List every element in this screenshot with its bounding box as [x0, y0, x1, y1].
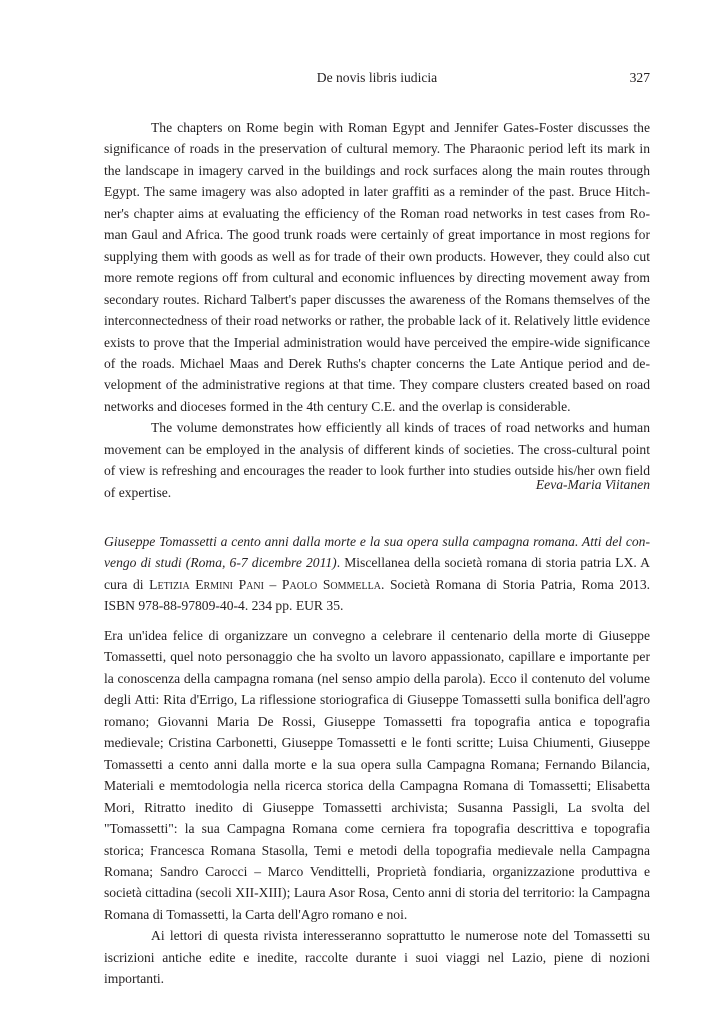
editor-name: Letizia Ermini Pani — [149, 576, 264, 592]
review-tomassetti — [104, 625, 650, 990]
reviewer-signature: Eeva-Maria Viitanen — [535, 477, 650, 492]
editor-separator: – — [263, 576, 282, 592]
running-title: De novis libris iudicia — [316, 70, 438, 85]
citation-text — [104, 531, 650, 617]
publication-info: . Società Romana di Storia Patria, Roma 2013. ISBN 978-88-97809-40-4. 234 pp. EUR 35. — [104, 576, 651, 614]
book-citation — [104, 531, 650, 617]
editor-name: Paolo Sommella — [281, 576, 381, 592]
page-number: 327 — [629, 70, 650, 85]
review1-paragraph-1: The chapters on Rome begin with Roman Egypt and Jennifer Gates-Foster discusses the significance of roads in the preservation of cultural memory. The Pharaonic period left its mark in the landscape in imagery carved in the buildings and rock surfaces along the main routes through Egypt. The same imagery was also adopted in later graffiti as a reminder of the past. Bruce Hitchner's chapter aims at evaluating the efficiency of the Roman road networks in test cases from Roman Gaul and Africa. The good trunk roads were certainly of great importance in most regions for supplying them with goods as well as for trade of their own products. However, they could also cut more remote regions off from cultural and economic influences by directing movement away from secondary routes. Richard Talbert's paper discusses the awareness of the Romans themselves of the interconnectedness of their road networks or rather, the probable lack of it. Relatively little evidence exists to prove that the Imperial administration would have perceived the empire-wide significance of the roads. Michael Maas and Derek Ruths's chapter concerns the Late Antique period and development of the administrative regions at that time. They compare clusters created based on road networks and dioceses formed in the 4th century C.E. and the overlap is considerable. — [104, 120, 650, 414]
review2-paragraph-1: Era un'idea felice di organizzare un convegno a celebrare il centenario della morte di Giuseppe Tomassetti, quel noto personaggio che ha svolto un lavoro appassionato, capillare e importante per la conoscenza della campagna romana (nel senso ampio della parola). Ecco il contenuto del volume degli Atti: Rita d'Errigo, La riflessione storiografica di Giuseppe Tomassetti sulla bonifica dell'agro romano; Giovanni Maria De Rossi, Giuseppe Tomassetti fra topografia antica e topografia medievale; Cristina Carbonetti, Giuseppe Tomassetti e le fonti scritte; Luisa Chiumenti, Giuseppe Tomassetti a cento anni dalla morte e la sua opera sulla Campagna Romana; Fernando Bilancia, Materiali e memtodologia nella ricerca storica della Campagna Romana di Tomassetti; Elisabetta Mori, Ritratto inedito di Giuseppe Tomassetti archivista; Susanna Passigli, La svolta del "Tomassetti": la sua Campagna Romana come cerniera fra topografia descrittiva e topografia storica; Francesca Romana Stasolla, Temi e metodi della topografia medievale nella Campagna Romana; Sandro Carocci – Marco Vendittelli, Proprietà fondiaria, organizzazione produttiva e società cittadina (secoli XII-XIII); Laura Asor Rosa, Cento anni di storia del territorio: la Campagna Romana di Tomassetti, la Carta dell'Agro romano e noi. — [104, 628, 650, 922]
series-info: . Miscellanea della società romana di storia patria LX. A cura di — [104, 555, 650, 592]
review-viitanen — [104, 117, 650, 503]
review2-paragraph-2: Ai lettori di questa rivista interesseranno soprattutto le numerose note del Tomassetti su iscrizioni antiche edite e inedite, raccolte durante i suoi viaggi nel Lazio, piene di nozioni importanti. — [104, 928, 650, 987]
running-head — [104, 68, 650, 88]
review1-paragraph-2: The volume demonstrates how efficiently all kinds of traces of road networks and human movement can be employed in the analysis of different kinds of societies. The cross-cultural point of view is refreshing and encourages the reader to look further into studies outside his/her own field of expertise. — [104, 420, 650, 500]
book-title: Giuseppe Tomassetti a cento anni dalla morte e la sua opera sulla campagna romana. Atti del convengo di studi (Roma, 6-7 dicembre 2011) — [104, 534, 650, 571]
